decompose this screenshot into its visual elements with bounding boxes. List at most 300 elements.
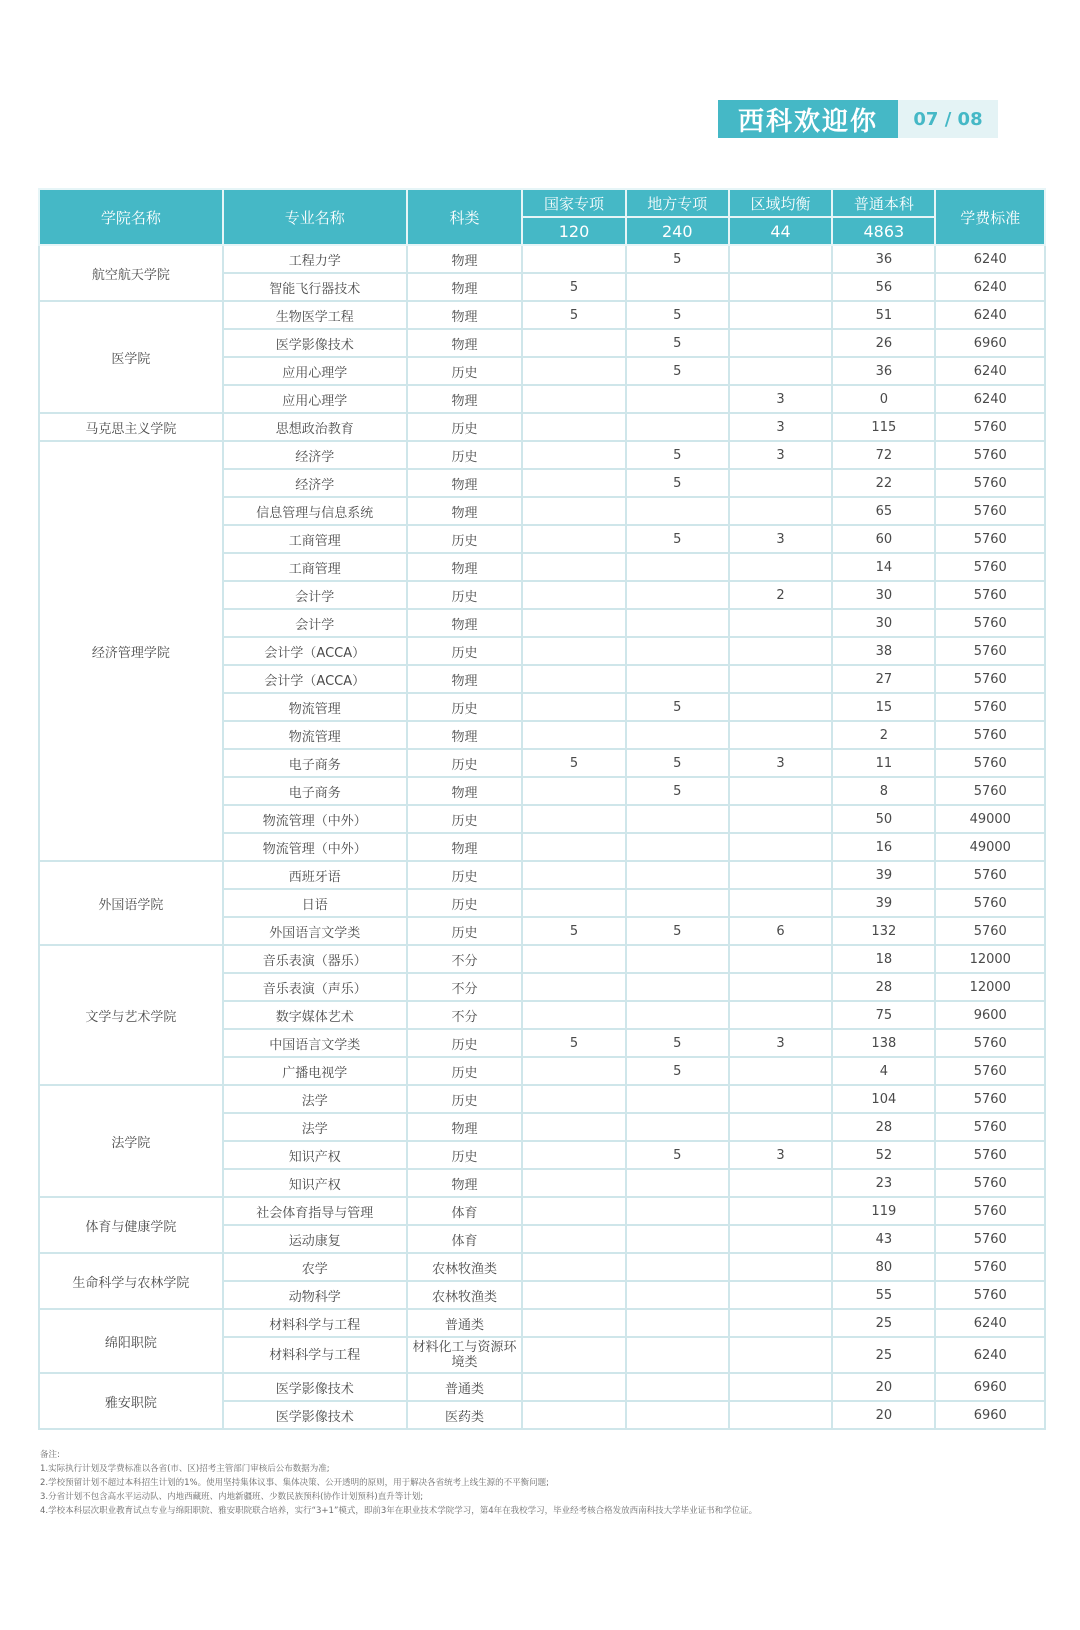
total-regional: 44	[729, 217, 832, 245]
local-cell	[626, 1169, 729, 1197]
general-cell: 75	[832, 1001, 935, 1029]
subject-cell: 物理	[407, 721, 523, 749]
major-cell: 生物医学工程	[223, 301, 407, 329]
local-cell: 5	[626, 917, 729, 945]
regional-cell	[729, 861, 832, 889]
regional-cell	[729, 889, 832, 917]
table-row	[39, 861, 1045, 889]
regional-cell	[729, 833, 832, 861]
subject-cell: 历史	[407, 1085, 523, 1113]
regional-cell	[729, 1225, 832, 1253]
fee-cell: 12000	[935, 945, 1045, 973]
regional-cell	[729, 1197, 832, 1225]
national-cell	[522, 1401, 625, 1429]
college-cell: 法学院	[39, 1085, 223, 1197]
subject-cell: 材料化工与资源环境类	[407, 1337, 523, 1373]
local-cell	[626, 665, 729, 693]
major-cell: 知识产权	[223, 1169, 407, 1197]
fee-cell: 6240	[935, 245, 1045, 273]
subject-cell: 物理	[407, 385, 523, 413]
major-cell: 物流管理（中外）	[223, 833, 407, 861]
header-general: 普通本科	[832, 189, 935, 217]
regional-cell	[729, 1253, 832, 1281]
regional-cell	[729, 973, 832, 1001]
general-cell: 72	[832, 441, 935, 469]
national-cell	[522, 413, 625, 441]
regional-cell: 3	[729, 525, 832, 553]
local-cell: 5	[626, 525, 729, 553]
subject-cell: 体育	[407, 1197, 523, 1225]
local-cell	[626, 1373, 729, 1401]
local-cell: 5	[626, 777, 729, 805]
fee-cell: 5760	[935, 693, 1045, 721]
fee-cell: 6240	[935, 273, 1045, 301]
general-cell: 104	[832, 1085, 935, 1113]
table-row	[39, 441, 1045, 469]
subject-cell: 物理	[407, 1169, 523, 1197]
header-subject: 科类	[407, 189, 523, 245]
table-row	[39, 1373, 1045, 1401]
subject-cell: 物理	[407, 665, 523, 693]
regional-cell	[729, 1337, 832, 1373]
major-cell: 法学	[223, 1113, 407, 1141]
fee-cell: 5760	[935, 441, 1045, 469]
fee-cell: 6960	[935, 329, 1045, 357]
subject-cell: 历史	[407, 917, 523, 945]
subject-cell: 医药类	[407, 1401, 523, 1429]
local-cell	[626, 581, 729, 609]
general-cell: 39	[832, 889, 935, 917]
general-cell: 36	[832, 245, 935, 273]
regional-cell	[729, 1169, 832, 1197]
college-cell: 文学与艺术学院	[39, 945, 223, 1085]
general-cell: 20	[832, 1373, 935, 1401]
general-cell: 16	[832, 833, 935, 861]
regional-cell	[729, 1373, 832, 1401]
regional-cell	[729, 273, 832, 301]
local-cell: 5	[626, 749, 729, 777]
subject-cell: 物理	[407, 1113, 523, 1141]
subject-cell: 历史	[407, 889, 523, 917]
general-cell: 65	[832, 497, 935, 525]
fee-cell: 5760	[935, 469, 1045, 497]
local-cell	[626, 889, 729, 917]
national-cell	[522, 777, 625, 805]
national-cell	[522, 581, 625, 609]
local-cell	[626, 1197, 729, 1225]
table-row	[39, 1197, 1045, 1225]
general-cell: 138	[832, 1029, 935, 1057]
major-cell: 音乐表演（声乐）	[223, 973, 407, 1001]
local-cell: 5	[626, 357, 729, 385]
fee-cell: 6240	[935, 1337, 1045, 1373]
local-cell: 5	[626, 693, 729, 721]
fee-cell: 9600	[935, 1001, 1045, 1029]
local-cell: 5	[626, 301, 729, 329]
general-cell: 52	[832, 1141, 935, 1169]
fee-cell: 49000	[935, 833, 1045, 861]
table-row	[39, 413, 1045, 441]
local-cell	[626, 1225, 729, 1253]
subject-cell: 历史	[407, 581, 523, 609]
general-cell: 18	[832, 945, 935, 973]
subject-cell: 不分	[407, 973, 523, 1001]
subject-cell: 物理	[407, 329, 523, 357]
general-cell: 2	[832, 721, 935, 749]
college-cell: 雅安职院	[39, 1373, 223, 1429]
regional-cell	[729, 1113, 832, 1141]
fee-cell: 49000	[935, 805, 1045, 833]
table-row	[39, 1085, 1045, 1113]
national-cell	[522, 357, 625, 385]
national-cell	[522, 1253, 625, 1281]
major-cell: 医学影像技术	[223, 1401, 407, 1429]
local-cell: 5	[626, 1029, 729, 1057]
regional-cell	[729, 945, 832, 973]
local-cell: 5	[626, 1141, 729, 1169]
general-cell: 28	[832, 973, 935, 1001]
general-cell: 36	[832, 357, 935, 385]
regional-cell: 2	[729, 581, 832, 609]
national-cell: 5	[522, 301, 625, 329]
national-cell	[522, 1373, 625, 1401]
regional-cell	[729, 693, 832, 721]
major-cell: 广播电视学	[223, 1057, 407, 1085]
header-regional: 区域均衡	[729, 189, 832, 217]
major-cell: 材料科学与工程	[223, 1309, 407, 1337]
fee-cell: 6960	[935, 1373, 1045, 1401]
regional-cell	[729, 329, 832, 357]
major-cell: 中国语言文学类	[223, 1029, 407, 1057]
table-row	[39, 945, 1045, 973]
national-cell	[522, 1057, 625, 1085]
major-cell: 动物科学	[223, 1281, 407, 1309]
general-cell: 43	[832, 1225, 935, 1253]
subject-cell: 历史	[407, 357, 523, 385]
regional-cell	[729, 1085, 832, 1113]
general-cell: 14	[832, 553, 935, 581]
subject-cell: 物理	[407, 833, 523, 861]
local-cell: 5	[626, 245, 729, 273]
national-cell	[522, 245, 625, 273]
national-cell	[522, 609, 625, 637]
local-cell	[626, 413, 729, 441]
subject-cell: 普通类	[407, 1373, 523, 1401]
regional-cell	[729, 1401, 832, 1429]
general-cell: 28	[832, 1113, 935, 1141]
national-cell: 5	[522, 749, 625, 777]
subject-cell: 体育	[407, 1225, 523, 1253]
general-cell: 115	[832, 413, 935, 441]
subject-cell: 不分	[407, 1001, 523, 1029]
major-cell: 数字媒体艺术	[223, 1001, 407, 1029]
local-cell	[626, 973, 729, 1001]
college-cell: 体育与健康学院	[39, 1197, 223, 1253]
note-item: 1.实际执行计划及学费标准以各省(市、区)招考主管部门审核后公布数据为准;	[40, 1464, 330, 1474]
general-cell: 38	[832, 637, 935, 665]
national-cell: 5	[522, 917, 625, 945]
general-cell: 132	[832, 917, 935, 945]
college-cell: 马克思主义学院	[39, 413, 223, 441]
local-cell: 5	[626, 1057, 729, 1085]
subject-cell: 农林牧渔类	[407, 1281, 523, 1309]
college-cell: 经济管理学院	[39, 441, 223, 861]
regional-cell: 3	[729, 1029, 832, 1057]
subject-cell: 历史	[407, 441, 523, 469]
fee-cell: 5760	[935, 1253, 1045, 1281]
regional-cell	[729, 721, 832, 749]
national-cell	[522, 889, 625, 917]
subject-cell: 普通类	[407, 1309, 523, 1337]
header-national: 国家专项	[522, 189, 625, 217]
subject-cell: 物理	[407, 273, 523, 301]
note-item: 4.学校本科层次职业教育试点专业与绵阳职院、雅安职院联合培养，实行“3+1”模式，即前3年在职业技术学院学习，第4年在我校学习，毕业经考核合格发放西南科技大学毕业证书和学位证。	[40, 1506, 758, 1516]
general-cell: 39	[832, 861, 935, 889]
local-cell	[626, 1337, 729, 1373]
fee-cell: 6960	[935, 1401, 1045, 1429]
regional-cell	[729, 1057, 832, 1085]
national-cell	[522, 693, 625, 721]
major-cell: 法学	[223, 1085, 407, 1113]
local-cell	[626, 497, 729, 525]
page-number: 07 / 08	[898, 100, 998, 138]
local-cell	[626, 1309, 729, 1337]
total-general: 4863	[832, 217, 935, 245]
table-body	[39, 245, 1045, 1429]
major-cell: 应用心理学	[223, 357, 407, 385]
fee-cell: 5760	[935, 1281, 1045, 1309]
major-cell: 会计学	[223, 609, 407, 637]
national-cell	[522, 553, 625, 581]
regional-cell: 3	[729, 1141, 832, 1169]
subject-cell: 物理	[407, 469, 523, 497]
college-cell: 绵阳职院	[39, 1309, 223, 1373]
fee-cell: 5760	[935, 581, 1045, 609]
fee-cell: 6240	[935, 385, 1045, 413]
national-cell	[522, 1085, 625, 1113]
fee-cell: 6240	[935, 357, 1045, 385]
college-cell: 生命科学与农林学院	[39, 1253, 223, 1309]
general-cell: 15	[832, 693, 935, 721]
table-row	[39, 245, 1045, 273]
fee-cell: 5760	[935, 889, 1045, 917]
major-cell: 信息管理与信息系统	[223, 497, 407, 525]
local-cell	[626, 833, 729, 861]
local-cell: 5	[626, 469, 729, 497]
major-cell: 物流管理	[223, 693, 407, 721]
regional-cell	[729, 245, 832, 273]
national-cell	[522, 1141, 625, 1169]
major-cell: 物流管理（中外）	[223, 805, 407, 833]
general-cell: 60	[832, 525, 935, 553]
notes-title: 备注:	[40, 1450, 60, 1460]
national-cell	[522, 1113, 625, 1141]
total-national: 120	[522, 217, 625, 245]
subject-cell: 历史	[407, 1141, 523, 1169]
subject-cell: 农林牧渔类	[407, 1253, 523, 1281]
general-cell: 25	[832, 1309, 935, 1337]
subject-cell: 历史	[407, 413, 523, 441]
general-cell: 30	[832, 581, 935, 609]
header-college: 学院名称	[39, 189, 223, 245]
general-cell: 4	[832, 1057, 935, 1085]
general-cell: 50	[832, 805, 935, 833]
major-cell: 工商管理	[223, 553, 407, 581]
major-cell: 外国语言文学类	[223, 917, 407, 945]
major-cell: 医学影像技术	[223, 1373, 407, 1401]
local-cell	[626, 861, 729, 889]
fee-cell: 5760	[935, 609, 1045, 637]
note-item: 2.学校预留计划不超过本科招生计划的1%。使用坚持集体议事、集体决策、公开透明的原则，用于解决各省统考上线生源的不平衡问题;	[40, 1478, 549, 1488]
fee-cell: 5760	[935, 777, 1045, 805]
fee-cell: 5760	[935, 1197, 1045, 1225]
fee-cell: 5760	[935, 721, 1045, 749]
regional-cell	[729, 1281, 832, 1309]
regional-cell	[729, 665, 832, 693]
header-local: 地方专项	[626, 189, 729, 217]
major-cell: 材料科学与工程	[223, 1337, 407, 1373]
local-cell	[626, 1085, 729, 1113]
general-cell: 30	[832, 609, 935, 637]
college-cell: 外国语学院	[39, 861, 223, 945]
regional-cell	[729, 301, 832, 329]
regional-cell: 3	[729, 413, 832, 441]
fee-cell: 6240	[935, 1309, 1045, 1337]
general-cell: 23	[832, 1169, 935, 1197]
regional-cell	[729, 553, 832, 581]
regional-cell: 3	[729, 441, 832, 469]
major-cell: 电子商务	[223, 749, 407, 777]
national-cell	[522, 833, 625, 861]
local-cell	[626, 1001, 729, 1029]
national-cell	[522, 665, 625, 693]
fee-cell: 5760	[935, 1225, 1045, 1253]
local-cell	[626, 385, 729, 413]
subject-cell: 历史	[407, 693, 523, 721]
notes	[40, 1448, 1040, 1518]
table-row	[39, 1253, 1045, 1281]
fee-cell: 5760	[935, 553, 1045, 581]
national-cell: 5	[522, 273, 625, 301]
major-cell: 思想政治教育	[223, 413, 407, 441]
fee-cell: 5760	[935, 1113, 1045, 1141]
regional-cell	[729, 805, 832, 833]
enrollment-plan-table	[38, 188, 1046, 1430]
national-cell	[522, 1169, 625, 1197]
subject-cell: 历史	[407, 861, 523, 889]
table-row	[39, 1309, 1045, 1337]
regional-cell	[729, 1001, 832, 1029]
major-cell: 音乐表演（器乐）	[223, 945, 407, 973]
subject-cell: 不分	[407, 945, 523, 973]
national-cell	[522, 525, 625, 553]
national-cell	[522, 1001, 625, 1029]
general-cell: 119	[832, 1197, 935, 1225]
general-cell: 0	[832, 385, 935, 413]
regional-cell	[729, 1309, 832, 1337]
fee-cell: 5760	[935, 917, 1045, 945]
note-item: 3.分省计划不包含高水平运动队、内地西藏班、内地新疆班、少数民族预科(协作计划预科)直升等计划;	[40, 1492, 424, 1502]
local-cell	[626, 945, 729, 973]
subject-cell: 物理	[407, 245, 523, 273]
major-cell: 经济学	[223, 469, 407, 497]
fee-cell: 12000	[935, 973, 1045, 1001]
general-cell: 80	[832, 1253, 935, 1281]
subject-cell: 物理	[407, 777, 523, 805]
regional-cell	[729, 609, 832, 637]
national-cell	[522, 329, 625, 357]
regional-cell	[729, 637, 832, 665]
fee-cell: 5760	[935, 861, 1045, 889]
national-cell	[522, 637, 625, 665]
general-cell: 25	[832, 1337, 935, 1373]
national-cell	[522, 1197, 625, 1225]
general-cell: 51	[832, 301, 935, 329]
regional-cell: 6	[729, 917, 832, 945]
major-cell: 会计学	[223, 581, 407, 609]
national-cell	[522, 1225, 625, 1253]
subject-cell: 历史	[407, 1029, 523, 1057]
subject-cell: 物理	[407, 609, 523, 637]
major-cell: 西班牙语	[223, 861, 407, 889]
local-cell	[626, 1253, 729, 1281]
local-cell	[626, 273, 729, 301]
national-cell	[522, 1337, 625, 1373]
national-cell: 5	[522, 1029, 625, 1057]
fee-cell: 5760	[935, 497, 1045, 525]
local-cell	[626, 721, 729, 749]
general-cell: 27	[832, 665, 935, 693]
fee-cell: 5760	[935, 1029, 1045, 1057]
subject-cell: 物理	[407, 497, 523, 525]
local-cell	[626, 1281, 729, 1309]
fee-cell: 5760	[935, 637, 1045, 665]
fee-cell: 5760	[935, 1169, 1045, 1197]
college-cell: 医学院	[39, 301, 223, 413]
local-cell	[626, 805, 729, 833]
major-cell: 电子商务	[223, 777, 407, 805]
subject-cell: 物理	[407, 301, 523, 329]
major-cell: 应用心理学	[223, 385, 407, 413]
national-cell	[522, 721, 625, 749]
fee-cell: 5760	[935, 525, 1045, 553]
local-cell	[626, 609, 729, 637]
local-cell: 5	[626, 329, 729, 357]
total-local: 240	[626, 217, 729, 245]
national-cell	[522, 441, 625, 469]
regional-cell	[729, 497, 832, 525]
page-title: 西科欢迎你	[718, 100, 898, 138]
national-cell	[522, 469, 625, 497]
fee-cell: 5760	[935, 1085, 1045, 1113]
major-cell: 医学影像技术	[223, 329, 407, 357]
fee-cell: 5760	[935, 1057, 1045, 1085]
regional-cell: 3	[729, 385, 832, 413]
general-cell: 11	[832, 749, 935, 777]
subject-cell: 历史	[407, 749, 523, 777]
regional-cell	[729, 357, 832, 385]
local-cell	[626, 637, 729, 665]
local-cell	[626, 1113, 729, 1141]
major-cell: 日语	[223, 889, 407, 917]
header-fee: 学费标准	[935, 189, 1045, 245]
major-cell: 经济学	[223, 441, 407, 469]
national-cell	[522, 973, 625, 1001]
fee-cell: 5760	[935, 665, 1045, 693]
major-cell: 会计学（ACCA）	[223, 665, 407, 693]
national-cell	[522, 805, 625, 833]
subject-cell: 历史	[407, 805, 523, 833]
